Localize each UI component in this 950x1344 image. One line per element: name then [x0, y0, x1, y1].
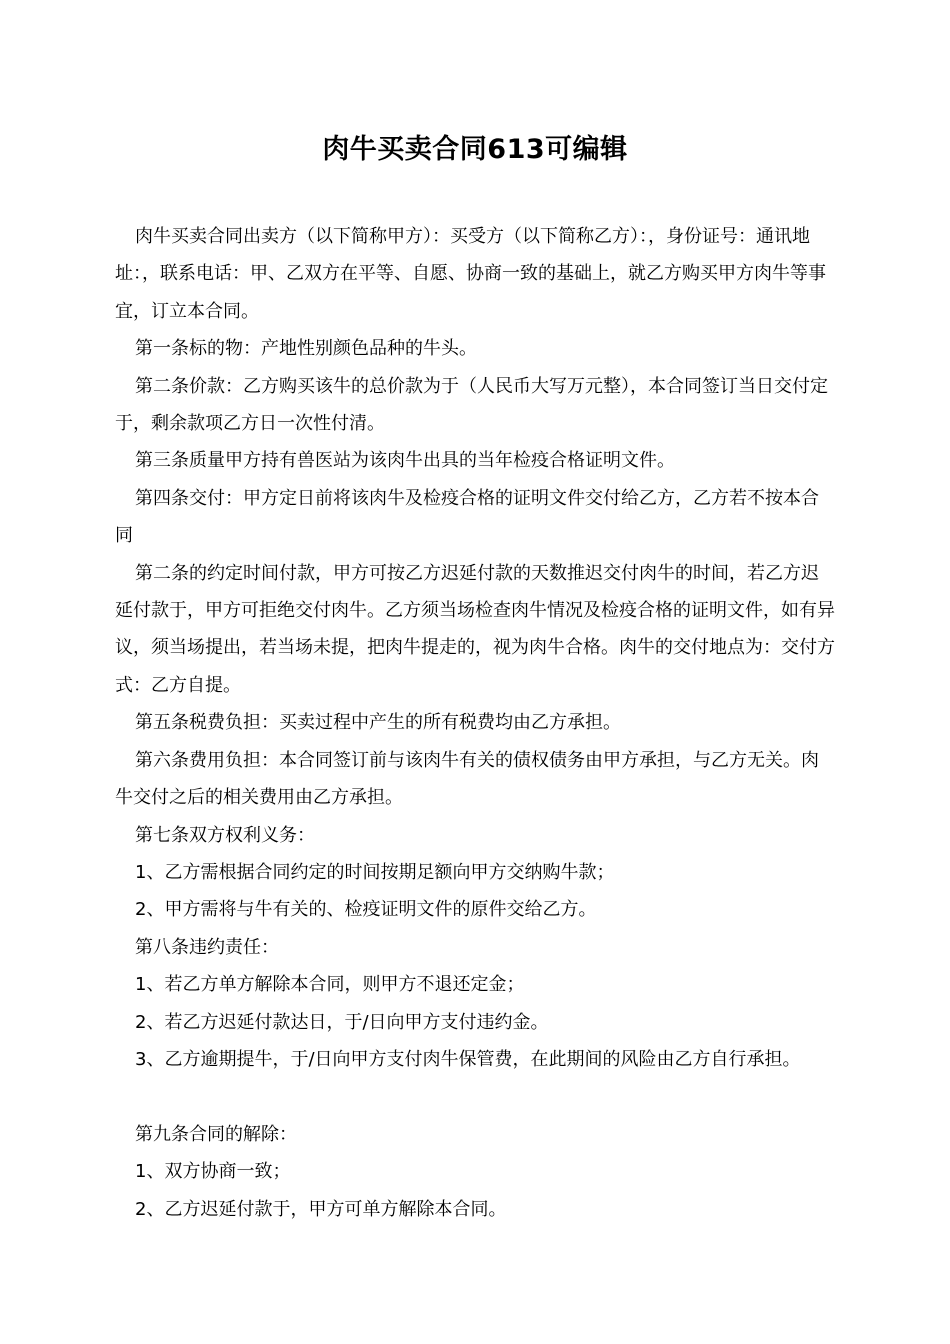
- document-body: [115, 218, 835, 1228]
- paragraph-article-5: 第五条税费负担：买卖过程中产生的所有税费均由乙方承担。: [135, 712, 621, 734]
- paragraph-article-2: 第二条价款：乙方购买该牛的总价款为于（人民币大写万元整），本合同签订当日交付定于，剩余款项乙方日一次性付清。: [115, 375, 828, 435]
- paragraph-parties: 肉牛买卖合同出卖方（以下简称甲方）：买受方（以下简称乙方）：，身份证号：通讯地址：，联系电话：甲、乙双方在平等、自愿、协商一致的基础上，就乙方购买甲方肉牛等事宜，订立本合同。: [115, 226, 826, 322]
- paragraph-article-7: 第七条双方权利义务：: [135, 824, 315, 846]
- paragraph-article-7-item-1: 1、乙方需根据合同约定的时间按期足额向甲方交纳购牛款；: [135, 861, 615, 883]
- paragraph-article-8-item-3: 3、乙方逾期提牛，于/日向甲方支付肉牛保管费，在此期间的风险由乙方自行承担。: [135, 1048, 801, 1070]
- paragraph-article-9-item-1: 1、双方协商一致；: [135, 1161, 291, 1183]
- paragraph-article-8-item-1: 1、若乙方单方解除本合同，则甲方不退还定金；: [135, 974, 525, 996]
- paragraph-article-6: 第六条费用负担：本合同签订前与该肉牛有关的债权债务由甲方承担，与乙方无关。肉牛交付之后的相关费用由乙方承担。: [115, 749, 819, 809]
- document-title: 肉牛买卖合同613可编辑: [322, 134, 628, 165]
- paragraph-article-4: 第四条交付：甲方定日前将该肉牛及检疫合格的证明文件交付给乙方，乙方若不按本合同: [115, 487, 819, 547]
- paragraph-article-8: 第八条违约责任：: [135, 936, 279, 958]
- paragraph-article-3: 第三条质量甲方持有兽医站为该肉牛出具的当年检疫合格证明文件。: [135, 450, 675, 472]
- paragraph-article-1: 第一条标的物：产地性别颜色品种的牛头。: [135, 338, 477, 360]
- blank-line: [115, 1078, 835, 1115]
- paragraph-article-9: 第九条合同的解除：: [135, 1123, 297, 1145]
- paragraph-article-9-item-2: 2、乙方迟延付款于，甲方可单方解除本合同。: [135, 1198, 507, 1220]
- paragraph-article-8-item-2: 2、若乙方迟延付款达日，于/日向甲方支付违约金。: [135, 1011, 549, 1033]
- paragraph-article-7-item-2: 2、甲方需将与牛有关的、检疫证明文件的原件交给乙方。: [135, 899, 597, 921]
- paragraph-article-4-cont: 第二条的约定时间付款，甲方可按乙方迟延付款的天数推迟交付肉牛的时间，若乙方迟延付款于，甲方可拒绝交付肉牛。乙方须当场检查肉牛情况及检疫合格的证明文件，如有异议，须当场提出，若当场未提，把肉牛提走的，视为肉牛合格。肉牛的交付地点为：交付方式：乙方自提。: [115, 562, 835, 696]
